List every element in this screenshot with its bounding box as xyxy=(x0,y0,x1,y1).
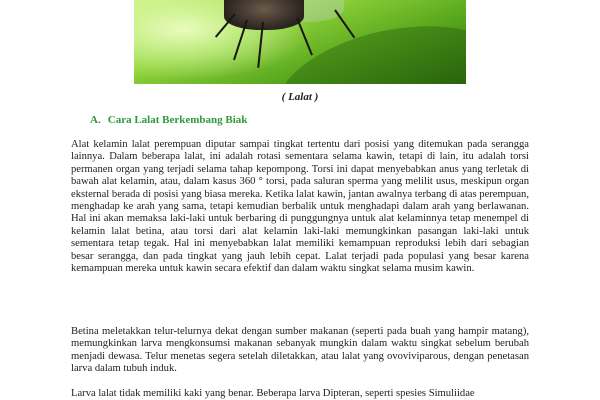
section-heading xyxy=(90,114,247,126)
fly-leg xyxy=(296,18,313,56)
paragraph: Larva lalat tidak memiliki kaki yang benar. Beberapa larva Dipteran, seperti spesies Simuliidae xyxy=(71,388,475,399)
paragraph: Alat kelamin lalat perempuan diputar sampai tingkat tertentu dari posisi yang ditemukan pada serangga lainnya. Dalam beberapa lalat, ini adalah rotasi sementara selama kawin, tetapi di lain, itu adalah torsi permanen organ yang terjadi selama tahap kepompong. Torsi ini dapat menyebabkan anus yang terletak di bawah alat kelamin, atau, dalam kasus 360 ° torsi, pada saluran sperma yang melilit usus, meskipun organ eksternal berada di posisi yang biasa mereka. Ketika lalat kawin, jantan awalnya terbang di atas perempuan, menghadap ke arah yang sama, tetapi kemudian berbalik untuk menghadapi dalam arah yang berlawanan. Hal ini akan memaksa laki-laki untuk berbaring di punggungnya untuk alat kelaminnya tetap menempel di kelamin lalat betina, atau torsi dari alat kelamin laki-laki memungkinkan pasangan laki-laki untuk sementara tetap tegak. Hal ini menyebabkan lalat memiliki kemampuan reproduksi lebih dari sebagian besar serangga, dan pada tingkat yang jauh lebih cepat. Lalat terjadi pada populasi yang besar karena kemampuan mereka untuk kawin secara efektif dan dalam waktu singkat selama musim kawin. xyxy=(71,139,529,275)
section-title: Cara Lalat Berkembang Biak xyxy=(107,114,248,126)
fly-body xyxy=(224,0,304,30)
paragraph: Betina meletakkan telur-telurnya dekat dengan sumber makanan (seperti pada buah yang hampir matang), memungkinkan larva mengkonsumsi makanan sebanyak mungkin dalam waktu singkat sebelum berubah menjadi dewasa. Telur menetas segera setelah diletakkan, atau lalat yang ovoviviparous, dengan penetasan larva dalam tubuh induk. xyxy=(71,326,529,375)
figure-caption: ( Lalat ) xyxy=(281,91,319,103)
section-number: A. xyxy=(90,114,101,126)
fly-leg xyxy=(334,9,355,38)
fly-photo xyxy=(134,0,466,84)
